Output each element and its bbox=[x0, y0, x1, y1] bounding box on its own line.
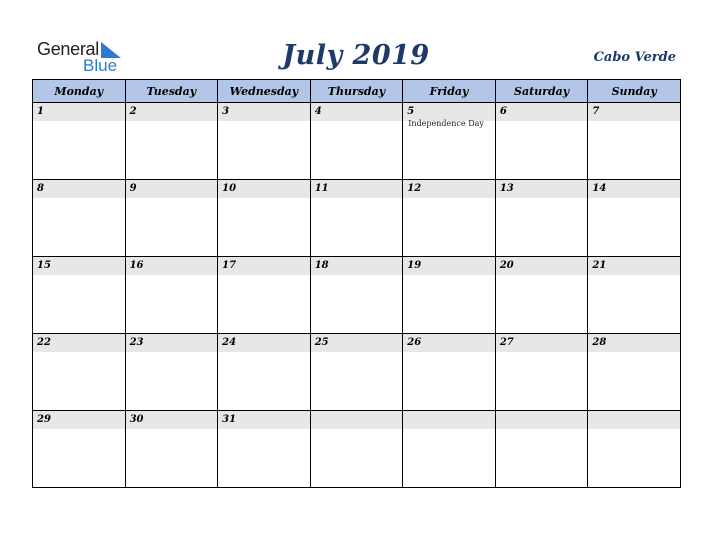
day-cell bbox=[125, 334, 218, 411]
day-number-bar bbox=[33, 103, 125, 121]
week-row bbox=[33, 257, 681, 334]
day-number-bar bbox=[311, 334, 403, 352]
calendar-body bbox=[33, 103, 681, 488]
day-cell bbox=[33, 411, 126, 488]
logo-text-blue: Blue bbox=[83, 56, 118, 75]
day-number: 27 bbox=[499, 337, 514, 348]
weekday-header-monday: Monday bbox=[33, 80, 126, 103]
weekday-header-wednesday: Wednesday bbox=[218, 80, 311, 103]
day-cell bbox=[310, 180, 403, 257]
day-number: 6 bbox=[499, 106, 507, 117]
day-number: 18 bbox=[314, 260, 329, 271]
day-cell bbox=[495, 334, 588, 411]
day-cell bbox=[33, 334, 126, 411]
day-cell bbox=[218, 180, 311, 257]
day-number-bar bbox=[33, 334, 125, 352]
weekday-header-friday: Friday bbox=[403, 80, 496, 103]
day-number-bar bbox=[218, 411, 310, 429]
day-cell bbox=[218, 334, 311, 411]
day-number: 1 bbox=[37, 106, 44, 117]
weekday-header-saturday: Saturday bbox=[495, 80, 588, 103]
weekday-header-thursday: Thursday bbox=[310, 80, 403, 103]
day-cell bbox=[495, 180, 588, 257]
weekday-header-sunday: Sunday bbox=[588, 80, 681, 103]
day-number: 30 bbox=[129, 414, 144, 425]
empty-day-cell bbox=[403, 411, 496, 488]
day-number-bar bbox=[311, 180, 403, 198]
week-row bbox=[33, 334, 681, 411]
day-number: 4 bbox=[314, 106, 322, 117]
day-cell bbox=[125, 257, 218, 334]
day-number: 3 bbox=[222, 106, 230, 117]
day-cell bbox=[33, 180, 126, 257]
day-cell bbox=[218, 257, 311, 334]
day-number: 15 bbox=[37, 260, 51, 271]
day-number-bar bbox=[126, 180, 218, 198]
day-number-bar bbox=[588, 180, 680, 198]
day-number-bar bbox=[311, 411, 403, 429]
day-number: 19 bbox=[407, 260, 422, 271]
day-number-bar bbox=[33, 257, 125, 275]
day-cell bbox=[495, 103, 588, 180]
weekday-header-row bbox=[33, 80, 681, 103]
day-cell bbox=[403, 334, 496, 411]
day-number-bar bbox=[311, 103, 403, 121]
day-cell bbox=[403, 257, 496, 334]
day-cell bbox=[310, 334, 403, 411]
day-number-bar bbox=[218, 103, 310, 121]
day-number: 16 bbox=[129, 260, 144, 271]
weekday-header-tuesday: Tuesday bbox=[125, 80, 218, 103]
day-cell bbox=[33, 257, 126, 334]
day-cell bbox=[588, 180, 681, 257]
day-cell bbox=[125, 103, 218, 180]
day-number-bar bbox=[218, 334, 310, 352]
empty-day-cell bbox=[588, 411, 681, 488]
day-cell bbox=[125, 180, 218, 257]
holiday-label: Independence Day bbox=[408, 119, 484, 128]
day-number-bar bbox=[33, 180, 125, 198]
day-number-bar bbox=[126, 103, 218, 121]
day-cell bbox=[588, 103, 681, 180]
week-row bbox=[33, 180, 681, 257]
day-number: 22 bbox=[37, 337, 51, 348]
day-number: 29 bbox=[37, 414, 51, 425]
calendar-title: July 2019 bbox=[282, 40, 430, 71]
country-name: Cabo Verde bbox=[593, 50, 676, 65]
day-number-bar bbox=[403, 411, 495, 429]
day-number: 14 bbox=[592, 183, 607, 194]
day-number-bar bbox=[496, 180, 588, 198]
day-number-bar bbox=[496, 103, 588, 121]
day-number: 20 bbox=[499, 260, 514, 271]
day-number-bar bbox=[588, 103, 680, 121]
day-cell bbox=[218, 411, 311, 488]
day-number: 12 bbox=[407, 183, 422, 194]
day-number: 26 bbox=[407, 337, 422, 348]
day-number: 5 bbox=[407, 106, 415, 117]
day-number-bar bbox=[496, 257, 588, 275]
day-number-bar bbox=[588, 257, 680, 275]
day-number: 28 bbox=[592, 337, 607, 348]
day-number-bar bbox=[126, 257, 218, 275]
day-number-bar bbox=[588, 411, 680, 429]
day-number-bar bbox=[218, 180, 310, 198]
day-number-bar bbox=[311, 257, 403, 275]
day-number-bar bbox=[33, 411, 125, 429]
week-row bbox=[33, 103, 681, 180]
day-number-bar bbox=[496, 334, 588, 352]
day-number: 17 bbox=[222, 260, 237, 271]
day-number: 11 bbox=[314, 183, 329, 194]
empty-day-cell bbox=[310, 411, 403, 488]
day-number: 31 bbox=[222, 414, 237, 425]
day-number: 2 bbox=[129, 106, 137, 117]
day-cell bbox=[495, 257, 588, 334]
day-number: 8 bbox=[37, 183, 44, 194]
day-cell bbox=[403, 180, 496, 257]
day-number-bar bbox=[126, 334, 218, 352]
day-number-bar bbox=[218, 257, 310, 275]
day-number-bar bbox=[496, 411, 588, 429]
logo-text-general: General bbox=[37, 39, 99, 59]
day-cell bbox=[310, 257, 403, 334]
day-number: 25 bbox=[314, 337, 329, 348]
day-number-bar bbox=[403, 334, 495, 352]
day-number-bar bbox=[126, 411, 218, 429]
day-number: 7 bbox=[592, 106, 600, 117]
day-number-bar bbox=[403, 257, 495, 275]
day-number: 21 bbox=[592, 260, 607, 271]
day-number: 24 bbox=[222, 337, 237, 348]
day-number: 9 bbox=[129, 183, 137, 194]
day-number: 10 bbox=[222, 183, 237, 194]
day-cell bbox=[588, 334, 681, 411]
day-number: 13 bbox=[499, 183, 514, 194]
day-cell bbox=[588, 257, 681, 334]
day-cell bbox=[125, 411, 218, 488]
week-row bbox=[33, 411, 681, 488]
day-cell bbox=[403, 103, 496, 180]
day-number-bar bbox=[403, 180, 495, 198]
calendar-grid bbox=[32, 79, 681, 488]
day-cell bbox=[310, 103, 403, 180]
day-cell bbox=[33, 103, 126, 180]
empty-day-cell bbox=[495, 411, 588, 488]
day-number-bar bbox=[588, 334, 680, 352]
day-number: 23 bbox=[129, 337, 144, 348]
day-cell bbox=[218, 103, 311, 180]
